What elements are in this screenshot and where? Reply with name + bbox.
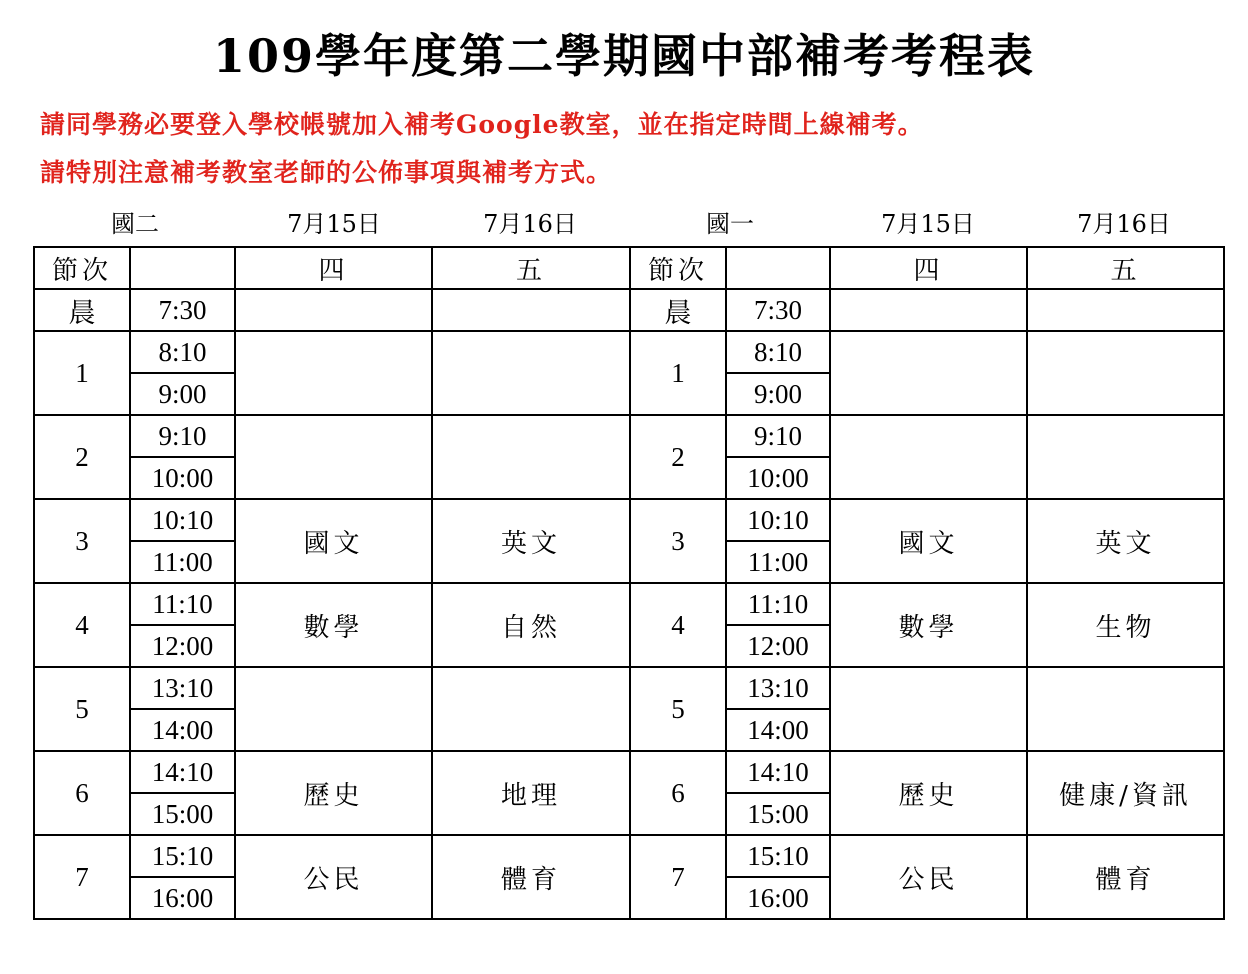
grade-2-fri-subject: 體育 <box>432 835 630 919</box>
grade-1-thu-subject: 數學 <box>830 583 1027 667</box>
end-time-cell: 15:00 <box>726 793 830 835</box>
start-time-cell: 8:10 <box>726 331 830 373</box>
start-time-cell: 14:10 <box>726 751 830 793</box>
table-row <box>34 583 1224 625</box>
grade-2-thu-subject <box>235 331 432 415</box>
grade-1-fri-subject <box>1027 331 1224 415</box>
start-time-cell: 15:10 <box>726 835 830 877</box>
end-time-cell: 10:00 <box>726 457 830 499</box>
table-row <box>34 751 1224 793</box>
end-time-cell: 9:00 <box>726 373 830 415</box>
grade-1-fri-subject: 體育 <box>1027 835 1224 919</box>
end-time-cell: 16:00 <box>130 877 235 919</box>
grade-2-fri-subject <box>432 289 630 331</box>
period-cell: 2 <box>34 415 130 499</box>
table-row <box>34 835 1224 877</box>
grade-2-fri-subject <box>432 667 630 751</box>
grade-2-label: 國二 <box>111 210 159 238</box>
end-time-cell: 15:00 <box>130 793 235 835</box>
period-cell: 7 <box>34 835 130 919</box>
grade-1-fri-subject: 健康/資訊 <box>1027 751 1224 835</box>
schedule-body <box>34 247 1224 919</box>
period-cell: 晨 <box>630 289 726 331</box>
start-time-cell: 10:10 <box>726 499 830 541</box>
column-header-row <box>34 247 1224 289</box>
table-row <box>34 289 1224 331</box>
start-time-cell: 11:10 <box>726 583 830 625</box>
grade-1-fri-subject: 生物 <box>1027 583 1224 667</box>
grade-2-fri-subject: 英文 <box>432 499 630 583</box>
start-time-cell: 14:10 <box>130 751 235 793</box>
period-cell: 6 <box>630 751 726 835</box>
grade-2-fri-subject <box>432 331 630 415</box>
start-time-cell: 13:10 <box>726 667 830 709</box>
period-cell: 3 <box>34 499 130 583</box>
grade-2-thu-subject <box>235 667 432 751</box>
time-header <box>130 247 235 289</box>
period-cell: 3 <box>630 499 726 583</box>
start-time-cell: 11:10 <box>130 583 235 625</box>
end-time-cell: 16:00 <box>726 877 830 919</box>
end-time-cell: 12:00 <box>130 625 235 667</box>
grade-2-fri-subject <box>432 415 630 499</box>
period-cell: 1 <box>630 331 726 415</box>
period-cell: 4 <box>630 583 726 667</box>
start-time-cell: 7:30 <box>726 289 830 331</box>
end-time-cell: 14:00 <box>726 709 830 751</box>
start-time-cell: 15:10 <box>130 835 235 877</box>
period-cell: 4 <box>34 583 130 667</box>
grade-2-fri-subject: 自然 <box>432 583 630 667</box>
grade-2-date-2: 7月16日 <box>483 210 577 238</box>
grade-1-date-2: 7月16日 <box>1077 210 1171 238</box>
grade-1-thu-subject <box>830 415 1027 499</box>
grade-2-thu-subject <box>235 289 432 331</box>
table-row <box>34 415 1224 457</box>
grade-1-thu-subject <box>830 289 1027 331</box>
end-time-cell: 10:00 <box>130 457 235 499</box>
day-header-thu: 四 <box>235 247 432 289</box>
grade-1-label: 國一 <box>706 210 754 238</box>
start-time-cell: 9:10 <box>130 415 235 457</box>
period-cell: 晨 <box>34 289 130 331</box>
grade-2-thu-subject: 數學 <box>235 583 432 667</box>
grade-1-thu-subject <box>830 331 1027 415</box>
start-time-cell: 7:30 <box>130 289 235 331</box>
table-row <box>34 667 1224 709</box>
grade-1-thu-subject: 歷史 <box>830 751 1027 835</box>
day-header-fri: 五 <box>1027 247 1224 289</box>
grade-1-fri-subject: 英文 <box>1027 499 1224 583</box>
exam-schedule-table <box>33 246 1225 920</box>
grade-1-date-1: 7月15日 <box>881 210 975 238</box>
grade-2-thu-subject: 公民 <box>235 835 432 919</box>
period-cell: 5 <box>630 667 726 751</box>
grade-1-fri-subject <box>1027 289 1224 331</box>
period-cell: 2 <box>630 415 726 499</box>
grade-1-thu-subject <box>830 667 1027 751</box>
table-row <box>34 499 1224 541</box>
grade-1-fri-subject <box>1027 415 1224 499</box>
grade-1-thu-subject: 公民 <box>830 835 1027 919</box>
end-time-cell: 9:00 <box>130 373 235 415</box>
notice-attention: 請特別注意補考教室老師的公佈事項與補考方式。 <box>40 158 613 187</box>
day-header-fri: 五 <box>432 247 630 289</box>
end-time-cell: 12:00 <box>726 625 830 667</box>
end-time-cell: 11:00 <box>726 541 830 583</box>
grade-1-thu-subject: 國文 <box>830 499 1027 583</box>
time-header <box>726 247 830 289</box>
notice-login: 請同學務必要登入學校帳號加入補考Google教室，並在指定時間上線補考。 <box>40 110 924 139</box>
day-header-thu: 四 <box>830 247 1027 289</box>
grade-2-thu-subject <box>235 415 432 499</box>
period-cell: 7 <box>630 835 726 919</box>
end-time-cell: 11:00 <box>130 541 235 583</box>
period-header: 節次 <box>34 247 130 289</box>
table-row <box>34 331 1224 373</box>
period-cell: 5 <box>34 667 130 751</box>
grade-2-fri-subject: 地理 <box>432 751 630 835</box>
grade-2-thu-subject: 歷史 <box>235 751 432 835</box>
grade-2-date-1: 7月15日 <box>287 210 381 238</box>
end-time-cell: 14:00 <box>130 709 235 751</box>
period-header: 節次 <box>630 247 726 289</box>
start-time-cell: 10:10 <box>130 499 235 541</box>
period-cell: 1 <box>34 331 130 415</box>
grade-2-thu-subject: 國文 <box>235 499 432 583</box>
page-title: 109學年度第二學期國中部補考考程表 <box>212 29 1036 83</box>
grade-1-fri-subject <box>1027 667 1224 751</box>
start-time-cell: 13:10 <box>130 667 235 709</box>
start-time-cell: 8:10 <box>130 331 235 373</box>
start-time-cell: 9:10 <box>726 415 830 457</box>
period-cell: 6 <box>34 751 130 835</box>
